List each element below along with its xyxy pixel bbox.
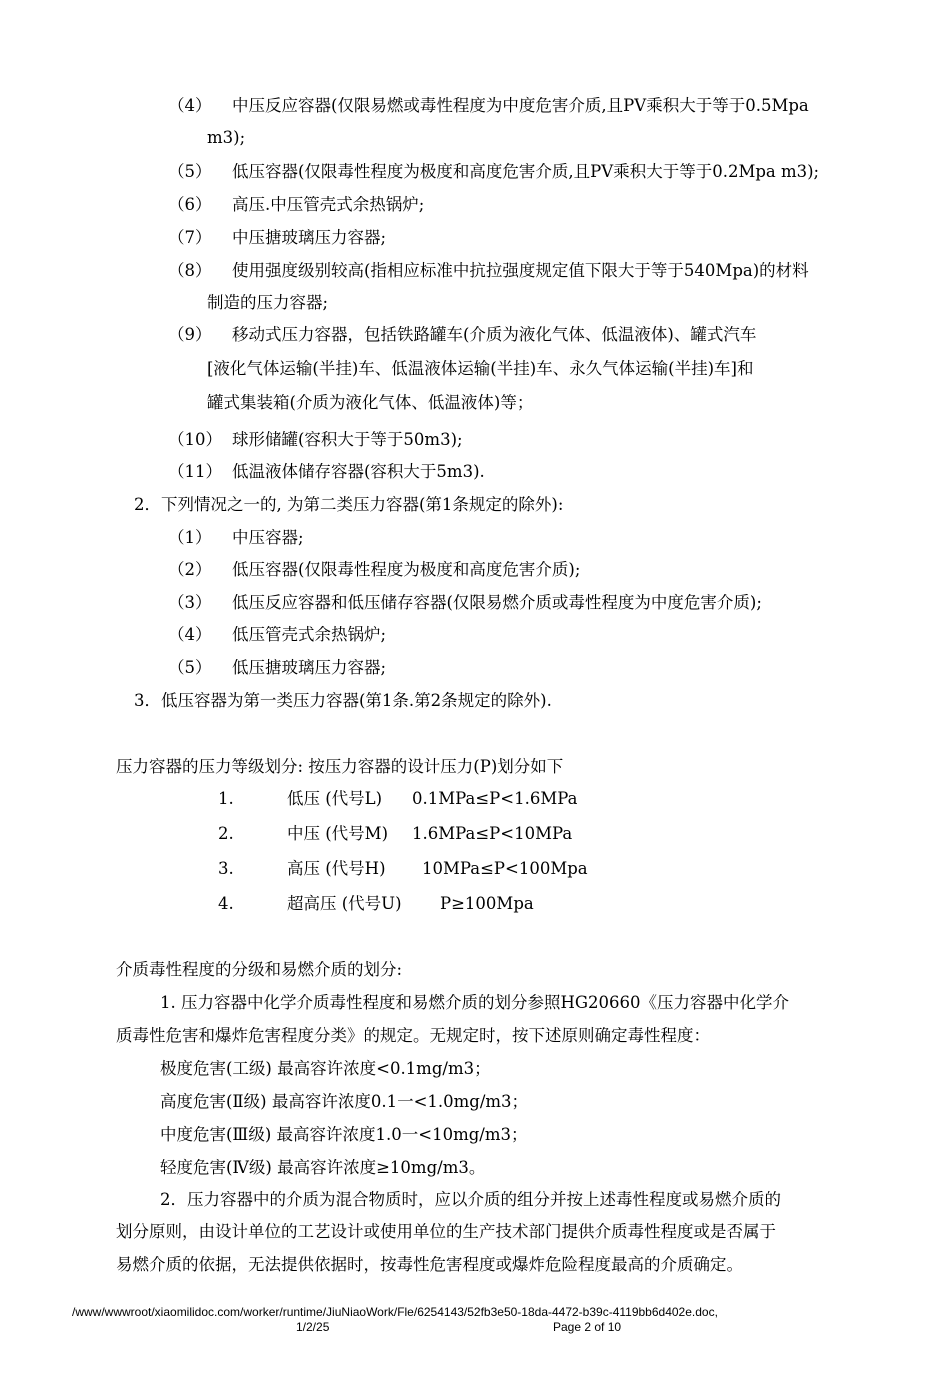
section-heading: 压力容器的压力等级划分: 按压力容器的设计压力(P)划分如下 xyxy=(116,757,564,776)
list-item: （2） xyxy=(168,560,212,579)
paragraph-line: 1. 压力容器中化学介质毒性程度和易燃介质的划分参照HG20660《压力容器中化学介 xyxy=(160,993,790,1012)
list-item-text: 高压.中压管壳式余热锅炉; xyxy=(232,195,425,214)
list-item-text: 使用强度级别较高(指相应标准中抗拉强度规定值下限大于等于540Mpa)的材料 xyxy=(232,261,809,280)
list-item-text: 低压搪玻璃压力容器; xyxy=(232,658,387,677)
paragraph-line: 2．压力容器中的介质为混合物质时，应以介质的组分并按上述毒性程度或易燃介质的 xyxy=(160,1190,781,1209)
toxicity-level: 中度危害(Ⅲ级) 最高容许浓度1.0一<10mg/m3； xyxy=(160,1125,528,1144)
toxicity-level: 轻度危害(Ⅳ级) 最高容许浓度≥10mg/m3。 xyxy=(160,1158,486,1177)
section-heading: 2．下列情况之一的, 为第二类压力容器(第1条规定的除外): xyxy=(134,495,564,514)
pressure-level-label: 超高压 (代号U) xyxy=(287,894,402,913)
list-item: （4） xyxy=(168,625,212,644)
paragraph-line: 质毒性危害和爆炸危害程度分类》的规定。无规定时，按下述原则确定毒性程度： xyxy=(116,1026,710,1045)
footer-date: 1/2/25 xyxy=(296,1320,330,1334)
pressure-level-range: 0.1MPa≤P<1.6MPa xyxy=(412,789,578,808)
list-item-text: 制造的压力容器; xyxy=(207,293,329,312)
list-item: （10） xyxy=(168,430,222,449)
list-item: （9） xyxy=(168,325,212,344)
list-item: （5） xyxy=(168,162,212,181)
list-item: （4） xyxy=(168,96,212,115)
list-item-text: 移动式压力容器，包括铁路罐车(介质为液化气体、低温液体)、罐式汽车 xyxy=(232,325,757,344)
list-item: （1） xyxy=(168,528,212,547)
toxicity-level: 高度危害(Ⅱ级) 最高容许浓度0.1一<1.0mg/m3； xyxy=(160,1092,529,1111)
pressure-level-num: 1. xyxy=(218,789,234,808)
footer-page-number: Page 2 of 10 xyxy=(553,1320,622,1334)
paragraph-line: 划分原则，由设计单位的工艺设计或使用单位的生产技术部门提供介质毒性程度或是否属于 xyxy=(116,1222,776,1241)
pressure-level-range: 10MPa≤P<100Mpa xyxy=(422,859,588,878)
footer-path: /www/wwwroot/xiaomilidoc.com/worker/runtime/JiuNiaoWork/Fle/6254143/52fb3e50-18da-4472-b39c-4119bb6d402e.doc, xyxy=(72,1305,718,1319)
list-item-text: 低压容器(仅限毒性程度为极度和高度危害介质,且PV乘积大于等于0.2Mpa m3); xyxy=(232,162,820,181)
list-item: （8） xyxy=(168,261,212,280)
pressure-level-range: 1.6MPa≤P<10MPa xyxy=(412,824,573,843)
list-item: （5） xyxy=(168,658,212,677)
pressure-level-num: 4. xyxy=(218,894,234,913)
pressure-level-label: 低压 (代号L) xyxy=(287,789,383,808)
list-item-text: 低温液体储存容器(容积大于5m3). xyxy=(232,462,485,481)
list-item: （11） xyxy=(168,462,222,481)
paragraph-line: 易燃介质的依据，无法提供依据时，按毒性危害程度或爆炸危险程度最高的介质确定。 xyxy=(116,1255,743,1274)
list-item: （3） xyxy=(168,593,212,612)
list-item-text: 中压搪玻璃压力容器; xyxy=(232,228,387,247)
pressure-level-label: 高压 (代号H) xyxy=(287,859,386,878)
list-item: （7） xyxy=(168,228,212,247)
list-item-text: 中压容器; xyxy=(232,528,304,547)
list-item-text: 中压反应容器(仅限易燃或毒性程度为中度危害介质,且PV乘积大于等于0.5Mpa xyxy=(232,96,809,115)
list-item-text: 球形储罐(容积大于等于50m3); xyxy=(232,430,463,449)
list-item-text: 低压管壳式余热锅炉; xyxy=(232,625,387,644)
pressure-level-num: 3. xyxy=(218,859,234,878)
list-item-text: 罐式集装箱(介质为液化气体、低温液体)等； xyxy=(207,393,534,412)
toxicity-level: 极度危害(工级) 最高容许浓度<0.1mg/m3； xyxy=(160,1059,491,1078)
list-item-text: [液化气体运输(半挂)车、低温液体运输(半挂)车、永久气体运输(半挂)车]和 xyxy=(207,359,754,378)
section-heading: 介质毒性程度的分级和易燃介质的划分: xyxy=(116,960,403,979)
pressure-level-num: 2. xyxy=(218,824,234,843)
list-item-text: 低压反应容器和低压储存容器(仅限易燃介质或毒性程度为中度危害介质); xyxy=(232,593,762,612)
list-item-text: m3); xyxy=(207,128,246,147)
list-item-text: 低压容器(仅限毒性程度为极度和高度危害介质); xyxy=(232,560,581,579)
section-heading: 3．低压容器为第一类压力容器(第1条.第2条规定的除外). xyxy=(134,691,552,710)
pressure-level-range: P≥100Mpa xyxy=(440,894,534,913)
pressure-level-label: 中压 (代号M) xyxy=(287,824,389,843)
list-item: （6） xyxy=(168,195,212,214)
